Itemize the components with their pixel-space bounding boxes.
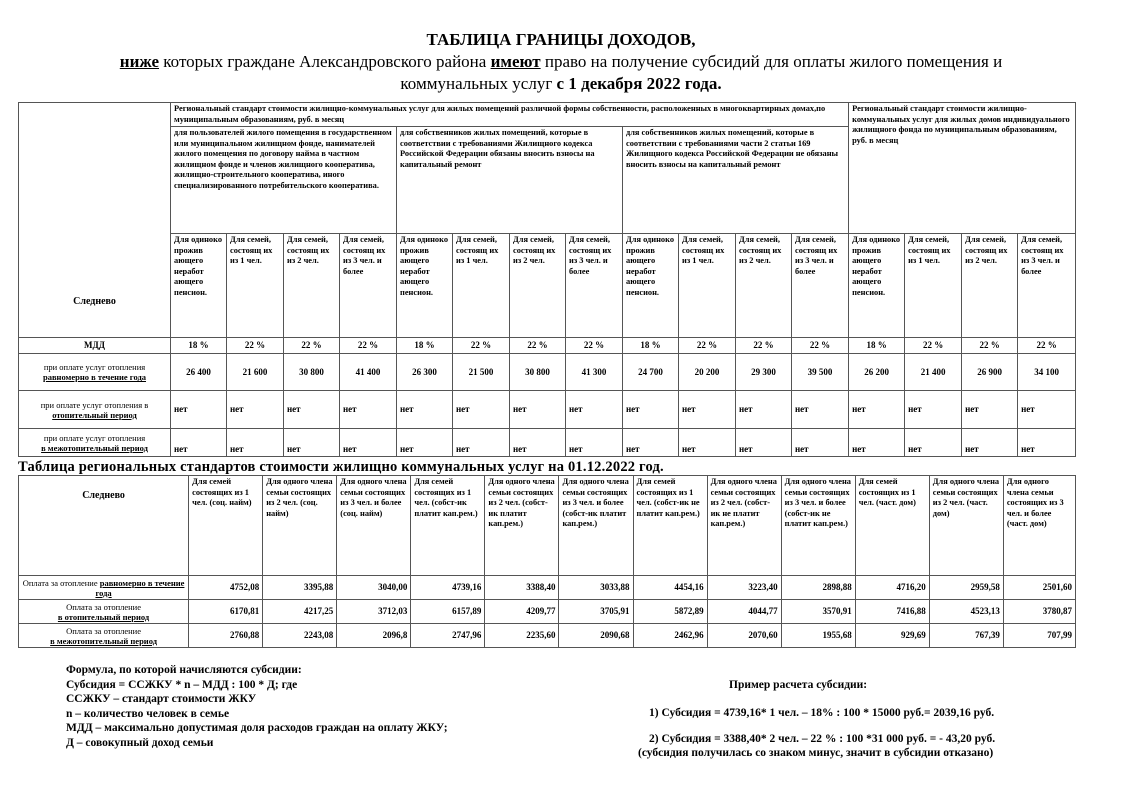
table-cell: нет (453, 429, 510, 457)
table-cell: 767,39 (929, 624, 1003, 648)
table-cell: 26 400 (171, 354, 227, 391)
table-cell: нет (284, 429, 340, 457)
table-cell: нет (1018, 429, 1076, 457)
table-row (19, 624, 1076, 648)
table-cell: 4716,20 (855, 576, 929, 600)
table-cell: нет (171, 429, 227, 457)
col-head: Для одного члена семьи состоящих из 3 чел. и более (собст-ик не платит кап.рем.) (781, 476, 855, 576)
table-cell: нет (849, 429, 905, 457)
col-head: Для семей, состоящ их из 1 чел. (227, 234, 284, 338)
col-head: Для одного члена семьи состоящих из 2 чел. (част. дом) (929, 476, 1003, 576)
table-cell: 22 % (510, 338, 566, 354)
table-cell: нет (905, 391, 962, 429)
table-cell: нет (736, 429, 792, 457)
table-cell: нет (397, 391, 453, 429)
formula-line: Д – совокупный доход семьи (66, 736, 214, 749)
table-cell: 21 400 (905, 354, 962, 391)
page-subtitle-line-2: коммунальных услуг с 1 декабря 2022 года. (400, 74, 722, 93)
example-note: (субсидия получилась со знаком минус, значит в субсидии отказано) (638, 747, 994, 759)
table-cell: 707,99 (1003, 624, 1075, 648)
table-cell: 18 % (849, 338, 905, 354)
place-name: Следнево (19, 476, 189, 576)
col-head: Для одного члена семьи состоящих из 3 чел. и более (соц. найм) (337, 476, 411, 576)
col-head: Для одного члена семьи состоящих из 3 чел. и более (част. дом) (1003, 476, 1075, 576)
table-cell: 22 % (679, 338, 736, 354)
column-heads-row (19, 234, 1076, 338)
table-cell: 3705,91 (559, 600, 633, 624)
table-cell: 21 600 (227, 354, 284, 391)
table-cell: нет (284, 391, 340, 429)
table-cell: нет (1018, 391, 1076, 429)
table-cell: 22 % (905, 338, 962, 354)
table-cell: 22 % (284, 338, 340, 354)
income-limit-table (18, 102, 1076, 457)
table-cell: нет (905, 429, 962, 457)
formula-block (66, 663, 448, 750)
row-label: Оплата за отопление в межотопительный период (19, 624, 189, 648)
table-row (19, 429, 1076, 457)
row-label: Оплата за отопление равномерно в течение года (19, 576, 189, 600)
table-cell: нет (962, 429, 1018, 457)
table-row (19, 600, 1076, 624)
table-cell: нет (962, 391, 1018, 429)
col-head: Для семей состоящих из 1 чел. (собст-ик платит кап.рем.) (411, 476, 485, 576)
table-cell: 29 300 (736, 354, 792, 391)
table-cell: 24 700 (623, 354, 679, 391)
table-cell: 3388,40 (485, 576, 559, 600)
table-cell: 20 200 (679, 354, 736, 391)
table-cell: нет (679, 429, 736, 457)
table-row (19, 354, 1076, 391)
col-head: Для семей, состоящ их из 1 чел. (679, 234, 736, 338)
table-cell: 4454,16 (633, 576, 707, 600)
formula-line: Субсидия = ССЖКУ * n – МДД : 100 * Д; где (66, 678, 298, 691)
col-head: Для семей, состоящ их из 1 чел. (453, 234, 510, 338)
table-cell: 26 900 (962, 354, 1018, 391)
group-header-apartments: Региональный стандарт стоимости жилищно-коммунальных услуг для жилых помещений различной формы собственности, расположенных в многоквартирных домах,по муниципальным образованиям, руб. в месяц (171, 103, 849, 127)
table-cell: 6157,89 (411, 600, 485, 624)
table-cell: 39 500 (792, 354, 849, 391)
table-cell: 2747,96 (411, 624, 485, 648)
mdd-label: МДД (19, 338, 171, 354)
table-cell: 3780,87 (1003, 600, 1075, 624)
table-cell: нет (566, 429, 623, 457)
table-cell: 22 % (1018, 338, 1076, 354)
table-cell: 3040,00 (337, 576, 411, 600)
table-cell: 3570,91 (781, 600, 855, 624)
table-cell: 4044,77 (707, 600, 781, 624)
group-header-private: Региональный стандарт стоимости жилищно-коммунальных услуг для жилых домов индивидуального жилищного фонда по муниципальным образованиям, руб. в месяц (849, 103, 1076, 234)
table-cell: 4739,16 (411, 576, 485, 600)
example-1: 1) Субсидия = 4739,16* 1 чел. – 18% : 100 * 15000 руб.= 2039,16 руб. (649, 707, 995, 719)
column-heads-row (19, 476, 1076, 576)
table-cell: нет (510, 429, 566, 457)
table-cell: нет (792, 391, 849, 429)
table-cell: 18 % (171, 338, 227, 354)
table-cell: 18 % (397, 338, 453, 354)
table-row (19, 576, 1076, 600)
table-cell: 26 200 (849, 354, 905, 391)
place-name: Следнево (19, 103, 171, 338)
col-head: Для семей, состоящ их из 3 чел. и более (566, 234, 623, 338)
col-head: Для одного члена семьи состоящих из 2 чел. (соц. найм) (263, 476, 337, 576)
table-cell: 2501,60 (1003, 576, 1075, 600)
table-cell: 30 800 (510, 354, 566, 391)
table-cell: 41 300 (566, 354, 623, 391)
table-cell: 3223,40 (707, 576, 781, 600)
col-head: Для семей, состоящ их из 3 чел. и более (1018, 234, 1076, 338)
col-head: Для одного члена семьи состоящих из 2 чел. (собст-ик не платит кап.рем.) (707, 476, 781, 576)
table-cell: 2760,88 (189, 624, 263, 648)
formula-line: n – количество человек в семье (66, 707, 230, 720)
col-head: Для семей состоящих из 1 чел. (част. дом) (855, 476, 929, 576)
table-cell: нет (566, 391, 623, 429)
row-label: Оплата за отопление в отопительный период (19, 600, 189, 624)
table-cell: 4523,13 (929, 600, 1003, 624)
table-cell: 3033,88 (559, 576, 633, 600)
col-head: Для семей, состоящ их из 1 чел. (905, 234, 962, 338)
table-cell: 2090,68 (559, 624, 633, 648)
table-cell: нет (736, 391, 792, 429)
table-cell: 26 300 (397, 354, 453, 391)
col-head: Для семей, состоящ их из 2 чел. (962, 234, 1018, 338)
col-head: Для семей, состоящ их из 2 чел. (736, 234, 792, 338)
table-cell: 22 % (566, 338, 623, 354)
col-head: Для одиноко прожив ающего неработ ающего пенсион. (623, 234, 679, 338)
example-heading: Пример расчета субсидии: (729, 679, 868, 691)
col-head: Для семей, состоящ их из 2 чел. (284, 234, 340, 338)
table-cell: 41 400 (340, 354, 397, 391)
table-cell: 18 % (623, 338, 679, 354)
table-cell: 929,69 (855, 624, 929, 648)
formula-line: МДД – максимально допустимая доля расходов граждан на оплату ЖКУ; (66, 722, 448, 734)
table-cell: 2462,96 (633, 624, 707, 648)
col-head: Для семей, состоящ их из 2 чел. (510, 234, 566, 338)
table-cell: нет (792, 429, 849, 457)
table-cell: 4209,77 (485, 600, 559, 624)
table-cell: нет (623, 429, 679, 457)
mdd-row (19, 338, 1076, 354)
table-cell: 7416,88 (855, 600, 929, 624)
table-cell: 22 % (962, 338, 1018, 354)
page-subtitle-line-1: ниже которых граждане Александровского района имеют право на получение субсидий для оплаты жилого помещения и (119, 52, 1003, 71)
table-cell: нет (227, 391, 284, 429)
col-head: Для семей, состоящ их из 3 чел. и более (340, 234, 397, 338)
table-cell: нет (171, 391, 227, 429)
table-cell: 22 % (340, 338, 397, 354)
table-cell: нет (679, 391, 736, 429)
table-cell: 21 500 (453, 354, 510, 391)
standards-table-title: Таблица региональных стандартов стоимости жилищно коммунальных услуг на 01.12.2022 год. (18, 459, 664, 475)
table-cell: 2243,08 (263, 624, 337, 648)
subgroup-social: для пользователей жилого помещения в государственном или муниципальном жилищном фонде, нанимателей жилого помещения по договору найма в частном жилищном фонде и членов жилищного кооператива, жилищно-строительного кооператива, иного специализированного потребительского кооператива. (171, 127, 397, 234)
table-cell: нет (397, 429, 453, 457)
table-cell: нет (340, 429, 397, 457)
table-cell: нет (510, 391, 566, 429)
formula-heading: Формула, по которой начисляются субсидии: (66, 664, 302, 676)
table-row (19, 391, 1076, 429)
table-cell: 3395,88 (263, 576, 337, 600)
col-head: Для семей состоящих из 1 чел. (соц. найм) (189, 476, 263, 576)
table-cell: 22 % (227, 338, 284, 354)
page-title: ТАБЛИЦА ГРАНИЦЫ ДОХОДОВ, (426, 30, 696, 49)
table-cell: 4752,08 (189, 576, 263, 600)
table-cell: нет (849, 391, 905, 429)
table-cell: 2070,60 (707, 624, 781, 648)
col-head: Для семей состоящих из 1 чел. (собст-ик не платит кап.рем.) (633, 476, 707, 576)
table-cell: 6170,81 (189, 600, 263, 624)
table-cell: нет (227, 429, 284, 457)
col-head: Для семей, состоящ их из 3 чел. и более (792, 234, 849, 338)
subgroup-owners-pay: для собственников жилых помещений, которые в соответствии с требованиями Жилищного кодекса Российской Федерации обязаны вносить взносы на капитальный ремонт (397, 127, 623, 234)
table-cell: 5872,89 (633, 600, 707, 624)
col-head: Для одиноко прожив ающего неработ ающего пенсион. (397, 234, 453, 338)
table-cell: нет (453, 391, 510, 429)
table-cell: нет (623, 391, 679, 429)
table-cell: 3712,03 (337, 600, 411, 624)
table-cell: 2898,88 (781, 576, 855, 600)
example-2: 2) Субсидия = 3388,40* 2 чел. – 22 % : 100 *31 000 руб. = - 43,20 руб. (649, 733, 996, 745)
subgroup-owners-nopay: для собственников жилых помещений, которые в соответствии с требованиями части 2 статьи 169 Жилищного кодекса Российской Федерации не обязаны вносить взносы на капитальный ремонт (623, 127, 849, 234)
row-label: при оплате услуг отопления равномерно в течение года (19, 354, 171, 391)
table-cell: нет (340, 391, 397, 429)
table-cell: 22 % (792, 338, 849, 354)
row-label: при оплате услуг отопления в межотопительный период (19, 429, 171, 457)
table-cell: 2959,58 (929, 576, 1003, 600)
col-head: Для одиноко прожив ающего неработ ающего пенсион. (849, 234, 905, 338)
table-cell: 4217,25 (263, 600, 337, 624)
col-head: Для одного члена семьи состоящих из 2 чел. (собст-ик платит кап.рем.) (485, 476, 559, 576)
table-cell: 2235,60 (485, 624, 559, 648)
table-cell: 22 % (736, 338, 792, 354)
table-cell: 1955,68 (781, 624, 855, 648)
table-cell: 22 % (453, 338, 510, 354)
table-cell: 34 100 (1018, 354, 1076, 391)
col-head: Для одного члена семьи состоящих из 3 чел. и более (собст-ик платит кап.рем.) (559, 476, 633, 576)
row-label: при оплате услуг отопления в отопительный период (19, 391, 171, 429)
table-cell: 30 800 (284, 354, 340, 391)
standards-table (18, 475, 1076, 648)
formula-line: ССЖКУ – стандарт стоимости ЖКУ (66, 693, 257, 705)
table-cell: 2096,8 (337, 624, 411, 648)
col-head: Для одиноко прожив ающего неработ ающего пенсион. (171, 234, 227, 338)
